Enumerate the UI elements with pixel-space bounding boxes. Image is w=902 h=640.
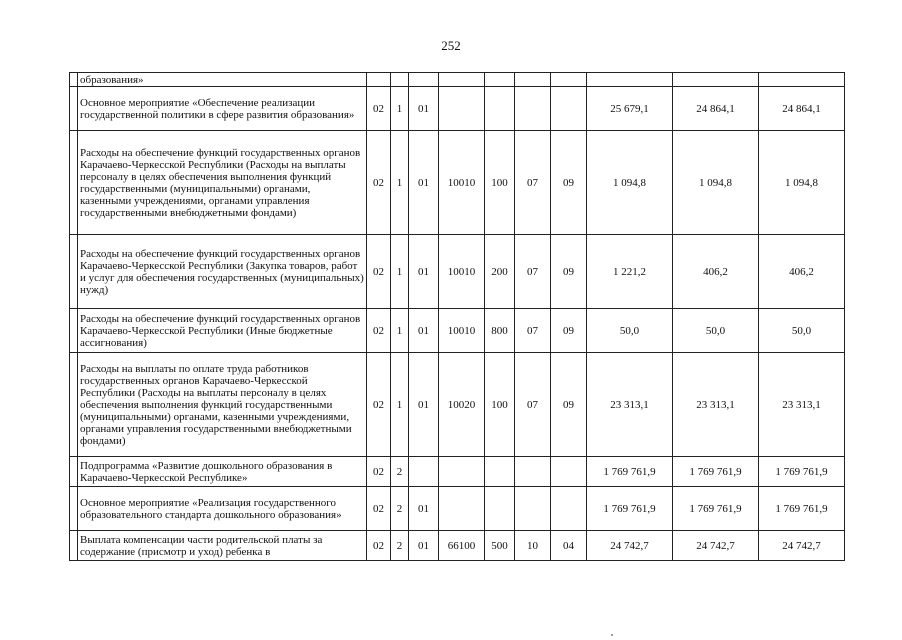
code-cell-c2: 1	[391, 87, 409, 131]
amount-cell-v1	[587, 73, 673, 87]
amount-cell-v3: 406,2	[759, 235, 845, 309]
code-cell-c1: 02	[367, 487, 391, 531]
amount-cell-v2: 1 769 761,9	[673, 457, 759, 487]
code-cell-c1: 02	[367, 457, 391, 487]
code-cell-c7	[551, 457, 587, 487]
code-cell-c3	[409, 73, 439, 87]
code-cell-c1: 02	[367, 531, 391, 561]
code-cell-c6: 07	[515, 353, 551, 457]
row-name: Расходы на обеспечение функций государственных органов Карачаево-Черкесской Республики (Иные бюджетные ассигнования)	[78, 309, 367, 353]
code-cell-c6	[515, 87, 551, 131]
budget-table	[69, 72, 845, 561]
code-cell-c6: 07	[515, 131, 551, 235]
code-cell-c2	[391, 73, 409, 87]
amount-cell-v1: 1 094,8	[587, 131, 673, 235]
code-cell-c3: 01	[409, 235, 439, 309]
budget-table-body	[70, 73, 845, 561]
code-cell-c4: 66100	[439, 531, 485, 561]
row-name: Основное мероприятие «Реализация государственного образовательного стандарта дошкольного образования»	[78, 487, 367, 531]
code-cell-c6: 10	[515, 531, 551, 561]
amount-cell-v1: 25 679,1	[587, 87, 673, 131]
amount-cell-v3: 1 769 761,9	[759, 457, 845, 487]
amount-cell-v3: 1 094,8	[759, 131, 845, 235]
row-margin-cell	[70, 353, 78, 457]
code-cell-c3: 01	[409, 131, 439, 235]
code-cell-c5	[485, 87, 515, 131]
amount-cell-v2: 50,0	[673, 309, 759, 353]
code-cell-c2: 1	[391, 131, 409, 235]
code-cell-c4: 10010	[439, 309, 485, 353]
row-margin-cell	[70, 531, 78, 561]
code-cell-c6	[515, 457, 551, 487]
amount-cell-v2	[673, 73, 759, 87]
table-row	[70, 87, 845, 131]
amount-cell-v2: 406,2	[673, 235, 759, 309]
code-cell-c4: 10020	[439, 353, 485, 457]
code-cell-c2: 1	[391, 309, 409, 353]
code-cell-c1	[367, 73, 391, 87]
amount-cell-v2: 24 864,1	[673, 87, 759, 131]
row-margin-cell	[70, 309, 78, 353]
table-row	[70, 235, 845, 309]
code-cell-c5	[485, 73, 515, 87]
row-name: Расходы на обеспечение функций государственных органов Карачаево-Черкесской Республики (Закупка товаров, работ и услуг для обеспечения государственных (муниципальных) нужд)	[78, 235, 367, 309]
code-cell-c7: 09	[551, 235, 587, 309]
code-cell-c7: 09	[551, 309, 587, 353]
code-cell-c2: 1	[391, 353, 409, 457]
amount-cell-v1: 24 742,7	[587, 531, 673, 561]
table-row	[70, 309, 845, 353]
code-cell-c5	[485, 487, 515, 531]
amount-cell-v1: 1 769 761,9	[587, 487, 673, 531]
table-row	[70, 131, 845, 235]
code-cell-c3	[409, 457, 439, 487]
code-cell-c3: 01	[409, 531, 439, 561]
code-cell-c5: 100	[485, 131, 515, 235]
row-margin-cell	[70, 487, 78, 531]
code-cell-c2: 2	[391, 531, 409, 561]
code-cell-c2: 2	[391, 457, 409, 487]
code-cell-c4: 10010	[439, 235, 485, 309]
code-cell-c1: 02	[367, 131, 391, 235]
code-cell-c7	[551, 73, 587, 87]
code-cell-c2: 1	[391, 235, 409, 309]
row-margin-cell	[70, 457, 78, 487]
code-cell-c4	[439, 87, 485, 131]
row-margin-cell	[70, 73, 78, 87]
code-cell-c6: 07	[515, 309, 551, 353]
code-cell-c6	[515, 487, 551, 531]
table-row	[70, 353, 845, 457]
code-cell-c7	[551, 487, 587, 531]
amount-cell-v2: 1 769 761,9	[673, 487, 759, 531]
code-cell-c5: 100	[485, 353, 515, 457]
code-cell-c7: 09	[551, 131, 587, 235]
code-cell-c5	[485, 457, 515, 487]
code-cell-c4	[439, 457, 485, 487]
code-cell-c1: 02	[367, 87, 391, 131]
page-number: 252	[441, 38, 461, 53]
table-row	[70, 457, 845, 487]
code-cell-c7: 04	[551, 531, 587, 561]
code-cell-c3: 01	[409, 487, 439, 531]
row-name: Выплата компенсации части родительской платы за содержание (присмотр и уход) ребенка в	[78, 531, 367, 561]
code-cell-c7	[551, 87, 587, 131]
code-cell-c3: 01	[409, 309, 439, 353]
amount-cell-v3: 24 864,1	[759, 87, 845, 131]
row-name: Расходы на выплаты по оплате труда работников государственных органов Карачаево-Черкесской Республики (Расходы на выплаты персоналу в целях обеспечения выполнения функций государственными (муниципальными) органами, казенными учреждениями, органами управления государственными внебюджетными фондами)	[78, 353, 367, 457]
code-cell-c3: 01	[409, 87, 439, 131]
amount-cell-v1: 23 313,1	[587, 353, 673, 457]
code-cell-c5: 800	[485, 309, 515, 353]
row-name: Подпрограмма «Развитие дошкольного образования в Карачаево-Черкесской Республике»	[78, 457, 367, 487]
amount-cell-v1: 1 221,2	[587, 235, 673, 309]
row-name: Основное мероприятие «Обеспечение реализации государственной политики в сфере развития образования»	[78, 87, 367, 131]
code-cell-c5: 200	[485, 235, 515, 309]
amount-cell-v3: 50,0	[759, 309, 845, 353]
amount-cell-v3: 1 769 761,9	[759, 487, 845, 531]
amount-cell-v3: 24 742,7	[759, 531, 845, 561]
amount-cell-v2: 23 313,1	[673, 353, 759, 457]
row-margin-cell	[70, 131, 78, 235]
table-row	[70, 531, 845, 561]
scan-speck	[611, 634, 613, 636]
amount-cell-v1: 1 769 761,9	[587, 457, 673, 487]
row-margin-cell	[70, 87, 78, 131]
code-cell-c7: 09	[551, 353, 587, 457]
amount-cell-v1: 50,0	[587, 309, 673, 353]
table-row	[70, 73, 845, 87]
code-cell-c5: 500	[485, 531, 515, 561]
code-cell-c4	[439, 487, 485, 531]
row-name: образования»	[78, 73, 367, 87]
code-cell-c4	[439, 73, 485, 87]
code-cell-c6: 07	[515, 235, 551, 309]
amount-cell-v2: 1 094,8	[673, 131, 759, 235]
row-name: Расходы на обеспечение функций государственных органов Карачаево-Черкесской Республики (Расходы на выплаты персоналу в целях обеспечения выполнения функций государственными (муниципальными) органами, казенными учреждениями, органами управления государственными внебюджетными фондами)	[78, 131, 367, 235]
code-cell-c2: 2	[391, 487, 409, 531]
code-cell-c6	[515, 73, 551, 87]
table-row	[70, 487, 845, 531]
code-cell-c1: 02	[367, 353, 391, 457]
row-margin-cell	[70, 235, 78, 309]
amount-cell-v2: 24 742,7	[673, 531, 759, 561]
code-cell-c1: 02	[367, 235, 391, 309]
code-cell-c3: 01	[409, 353, 439, 457]
code-cell-c1: 02	[367, 309, 391, 353]
code-cell-c4: 10010	[439, 131, 485, 235]
amount-cell-v3: 23 313,1	[759, 353, 845, 457]
amount-cell-v3	[759, 73, 845, 87]
